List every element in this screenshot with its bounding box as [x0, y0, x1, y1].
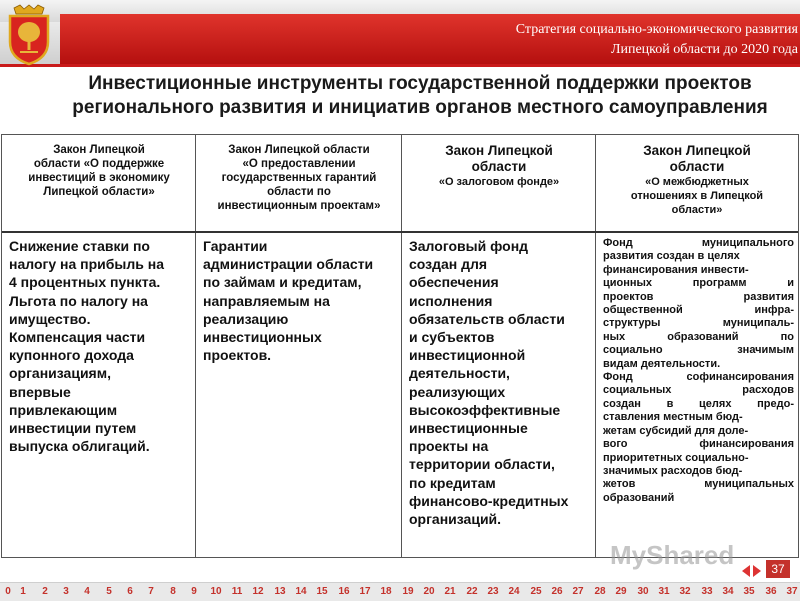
coat-of-arms-icon	[6, 4, 52, 66]
cell-line: финансово-кредитных	[409, 492, 569, 509]
slide-nav-item[interactable]: 35	[743, 586, 755, 597]
body-cell-guarantees	[196, 235, 402, 364]
header-divider	[0, 64, 800, 67]
cell-line: Снижение ставки по	[9, 238, 150, 254]
cell-line: инвестиционных	[203, 329, 322, 346]
cell-line: видам деятельности.	[603, 357, 721, 370]
body-cell-tax-benefits	[2, 235, 196, 455]
slide-nav-item[interactable]: 21	[444, 586, 456, 597]
cell-line: реализацию	[203, 310, 289, 327]
slide-navigation-bar	[0, 582, 800, 601]
cell-word: развития	[743, 290, 794, 303]
cell-line	[603, 478, 794, 491]
cell-line	[603, 291, 794, 304]
cell-word: ных	[603, 330, 626, 343]
slide-nav-item[interactable]: 18	[380, 586, 392, 597]
header-note: «О межбюджетных	[645, 176, 749, 188]
cell-word: проектов	[603, 290, 654, 303]
cell-word: предо-	[757, 397, 794, 410]
slide-nav-item[interactable]: 30	[637, 586, 649, 597]
cell-line: реализующих	[409, 383, 506, 400]
cell-word: и	[787, 277, 794, 290]
slide-nav-item[interactable]: 31	[658, 586, 670, 597]
cell-line: ставления местным бюд-	[603, 411, 743, 424]
slide-nav-item[interactable]: 14	[295, 586, 307, 597]
header-text: государственных гарантий	[221, 172, 377, 184]
cell-line: инвестиции путем	[9, 420, 137, 437]
cell-line	[603, 317, 794, 330]
cell-line: исполнения	[409, 292, 493, 309]
header-note: «О залоговом фонде»	[438, 176, 560, 188]
header-text: Липецкой области»	[43, 186, 155, 198]
slide-nav-item[interactable]: 4	[84, 586, 90, 597]
subtitle-line-2: Липецкой области до 2020 года	[610, 42, 798, 57]
subtitle-line-1: Стратегия социально-экономического развития	[515, 22, 798, 37]
slide-nav-item[interactable]: 12	[252, 586, 264, 597]
cell-word: по	[780, 330, 794, 343]
cell-word: создан	[603, 397, 641, 410]
slide-nav-item[interactable]: 24	[508, 586, 520, 597]
cell-line: организациям,	[9, 365, 111, 382]
slide-nav-item[interactable]: 16	[338, 586, 350, 597]
cell-word: софинансирования	[686, 371, 794, 384]
cell-line: приоритетных социально-	[603, 451, 749, 464]
cell-line: обеспечения	[409, 274, 499, 291]
cell-line: значимых расходов бюд-	[603, 464, 743, 477]
header-text: Закон Липецкой области	[228, 144, 370, 156]
previous-slide-icon[interactable]	[742, 565, 750, 577]
cell-line	[603, 371, 794, 384]
cell-word: жетов	[603, 478, 636, 491]
slide-nav-item[interactable]: 9	[191, 586, 197, 597]
cell-word: вого	[603, 438, 628, 451]
cell-line: Залоговый фонд	[409, 238, 529, 254]
cell-line: выпуска облигаций.	[9, 438, 150, 455]
cell-line: проекты на	[409, 438, 489, 455]
cell-line: организаций.	[409, 511, 502, 528]
slide-nav-item[interactable]: 17	[359, 586, 371, 597]
cell-line: по кредитам	[409, 474, 496, 491]
cell-line: Льгота по налогу на	[9, 292, 148, 309]
cell-word: образований	[667, 330, 739, 343]
cell-word: программ	[692, 277, 747, 290]
cell-word: социальных	[603, 384, 672, 397]
header-text: инвестиционным проектам»	[217, 200, 381, 212]
cell-word: социально	[603, 344, 663, 357]
instruments-table	[1, 134, 799, 558]
slide-nav-item[interactable]: 33	[701, 586, 713, 597]
slide-nav-item[interactable]: 34	[722, 586, 734, 597]
header-note: отношениях в Липецкой	[630, 190, 764, 202]
cell-line: и субъектов	[409, 329, 495, 346]
cell-line: высокоэффективные	[409, 401, 561, 418]
page-number: 37	[766, 560, 790, 578]
cell-line: привлекающим	[9, 401, 118, 418]
cell-line	[603, 384, 794, 397]
header-note: области»	[671, 204, 723, 216]
cell-line: развития создан в целях	[603, 250, 740, 263]
cell-word: инфра-	[754, 304, 794, 317]
cell-word: в	[666, 397, 674, 410]
cell-word: общественной	[603, 304, 683, 317]
cell-line: направляемым на	[203, 292, 330, 309]
header-cell-guarantees-law	[196, 135, 402, 231]
cell-word: муниципаль-	[722, 317, 794, 330]
cell-line: инвестиционной	[409, 347, 526, 364]
cell-line: Гарантии	[203, 238, 268, 254]
header-text: области	[669, 159, 725, 174]
cell-line	[603, 237, 794, 250]
cell-line: Компенсация части	[9, 329, 146, 346]
header-text: Закон Липецкой	[643, 143, 751, 158]
cell-word: финансирования	[699, 438, 794, 451]
cell-word: расходов	[742, 384, 794, 397]
title-line-2: регионального развития и инициатив органов местного самоуправления	[72, 97, 768, 118]
cell-line	[603, 277, 794, 290]
slide-nav-item[interactable]: 0	[5, 586, 11, 597]
header-text: области «О поддержке	[33, 158, 165, 170]
slide-nav-item[interactable]: 1	[20, 586, 26, 597]
slide-nav-item[interactable]: 3	[63, 586, 69, 597]
cell-word: ционных	[603, 277, 653, 290]
header-band	[0, 0, 800, 68]
cell-line: обязательств области	[409, 310, 565, 327]
title-line-1: Инвестиционные инструменты государственной поддержки проектов	[88, 73, 752, 94]
slide-nav-item[interactable]: 27	[572, 586, 584, 597]
slide-nav-item[interactable]: 25	[530, 586, 542, 597]
cell-line	[603, 438, 794, 451]
header-text: области по	[267, 186, 331, 198]
cell-line: впервые	[9, 383, 71, 400]
cell-line: купонного дохода	[9, 347, 134, 364]
body-cell-municipal-funds	[596, 235, 798, 505]
cell-line: налогу на прибыль на	[9, 256, 164, 273]
slide-nav-item[interactable]: 22	[466, 586, 478, 597]
header-cell-interbudget-law	[596, 135, 798, 231]
slide-nav-item[interactable]: 5	[106, 586, 112, 597]
slide-nav-item[interactable]: 6	[127, 586, 133, 597]
cell-line: жетам субсидий для доле-	[603, 424, 749, 437]
slide-nav-item[interactable]: 2	[42, 586, 48, 597]
cell-line: 4 процентных пункта.	[9, 274, 161, 291]
cell-line: деятельности,	[409, 365, 510, 382]
cell-line	[603, 398, 794, 411]
watermark: MyShared	[610, 540, 735, 570]
header-cell-collateral-law	[402, 135, 596, 231]
cell-line	[603, 304, 794, 317]
slide-nav-item[interactable]: 29	[615, 586, 627, 597]
cell-line: имущество.	[9, 310, 91, 327]
header-text: инвестиций в экономику	[28, 172, 170, 184]
cell-word: муниципальных	[704, 478, 794, 491]
header-cell-investment-law	[2, 135, 196, 231]
slide-nav-item[interactable]: 15	[316, 586, 328, 597]
slide-nav-item[interactable]: 26	[551, 586, 563, 597]
cell-line: проектов.	[203, 347, 272, 364]
page-title	[40, 72, 800, 120]
cell-word: Фонд	[603, 371, 633, 384]
header-text: области	[471, 159, 527, 174]
cell-line	[603, 331, 794, 344]
cell-line: создан для	[409, 256, 488, 273]
cell-word: Фонд	[603, 237, 633, 249]
cell-line: администрации области	[203, 256, 374, 273]
header-text: Закон Липецкой	[53, 144, 145, 156]
slide-nav-item[interactable]: 7	[148, 586, 154, 597]
slide-nav-item[interactable]: 11	[231, 586, 243, 597]
slide-nav-item[interactable]: 8	[170, 586, 176, 597]
cell-word: значимым	[737, 344, 794, 357]
cell-line: по займам и кредитам,	[203, 274, 362, 291]
header-text: «О предоставлении	[242, 158, 356, 170]
slide-nav-item[interactable]: 13	[274, 586, 286, 597]
body-cell-collateral-fund	[402, 235, 596, 528]
slide-nav-item[interactable]: 37	[786, 586, 798, 597]
cell-line: финансирования инвести-	[603, 263, 749, 276]
slide-nav-item[interactable]: 36	[765, 586, 777, 597]
slide-nav-item[interactable]: 19	[402, 586, 414, 597]
presentation-subtitle	[378, 20, 798, 60]
slide-nav-item[interactable]: 10	[210, 586, 222, 597]
next-slide-icon[interactable]	[753, 565, 761, 577]
cell-word: целях	[699, 397, 732, 410]
cell-line	[603, 344, 794, 357]
cell-word: структуры	[603, 317, 661, 330]
slide-nav-item[interactable]: 20	[423, 586, 435, 597]
slide-nav-item[interactable]: 32	[679, 586, 691, 597]
cell-word: муниципального	[701, 237, 794, 249]
cell-line: образований	[603, 491, 675, 504]
slide-nav-item[interactable]: 23	[487, 586, 499, 597]
cell-line: территории области,	[409, 456, 555, 473]
header-text: Закон Липецкой	[445, 143, 553, 158]
cell-line: инвестиционные	[409, 420, 528, 437]
slide-nav-item[interactable]: 28	[594, 586, 606, 597]
